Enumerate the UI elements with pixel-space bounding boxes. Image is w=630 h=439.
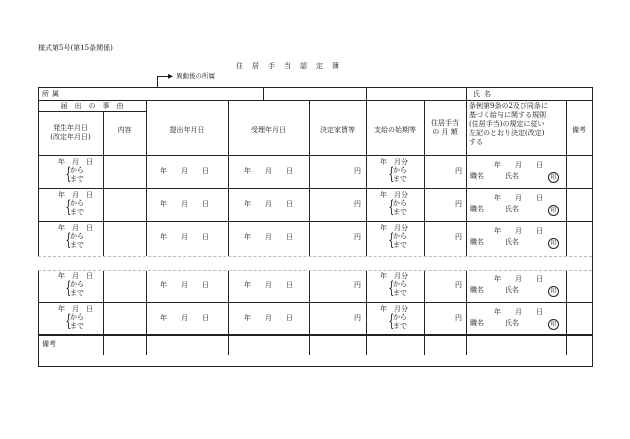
- row-line: [38, 335, 592, 336]
- occurrence-date-header: [38, 124, 103, 142]
- submission-date: 年 月 日: [160, 314, 209, 322]
- from-label: から: [393, 232, 407, 240]
- grid-line: [566, 100, 567, 355]
- brace-icon: {: [388, 278, 395, 298]
- from-label: から: [70, 313, 84, 321]
- seal-icon: 印: [548, 205, 559, 216]
- receipt-date: 年 月 日: [244, 281, 293, 289]
- certification-line-4: 左記のとおり決定(改定): [469, 129, 545, 137]
- person-name-label: 氏名: [505, 286, 519, 294]
- post-label: 職名: [470, 286, 484, 294]
- grid-line: [228, 100, 229, 355]
- brace-icon: {: [65, 197, 72, 217]
- omitted-rows-band: [38, 256, 592, 271]
- brace-icon: {: [388, 230, 395, 250]
- receipt-date: 年 月 日: [244, 200, 293, 208]
- from-label: から: [70, 280, 84, 288]
- certification-date: 年 月 日: [494, 161, 543, 169]
- brace-icon: {: [388, 311, 395, 331]
- grid-line: [263, 87, 264, 100]
- allowance-yen: 円: [455, 233, 462, 241]
- rent-yen: 円: [354, 200, 361, 208]
- grid-line: [366, 100, 367, 355]
- notification-reason-header: 届 出 の 事 由: [60, 102, 124, 110]
- post-label: 職名: [470, 205, 484, 213]
- remarks-header: 備考: [572, 126, 586, 134]
- rent-yen: 円: [354, 281, 361, 289]
- allowance-yen: 円: [455, 167, 462, 175]
- post-label: 職名: [470, 238, 484, 246]
- brace-icon: {: [388, 164, 395, 184]
- until-label: まで: [70, 241, 84, 249]
- rent-yen: 円: [354, 167, 361, 175]
- brace-icon: {: [65, 164, 72, 184]
- until-label: まで: [70, 289, 84, 297]
- name-label: 氏名: [473, 90, 495, 98]
- submission-date-header: 提出年月日: [169, 126, 205, 134]
- certification-line-1: 条例第9条の2及び同条に: [469, 102, 548, 110]
- allowance-yen: 円: [455, 314, 462, 322]
- certification-date: 年 月 日: [494, 194, 543, 202]
- payment-start-month: 年 月分: [380, 224, 408, 232]
- from-label: から: [70, 232, 84, 240]
- occurrence-date-label: 発生年月日: [53, 124, 88, 132]
- person-name-label: 氏名: [505, 172, 519, 180]
- submission-date: 年 月 日: [160, 233, 209, 241]
- grid-line: [366, 87, 367, 100]
- payment-start-month: 年 月分: [380, 191, 408, 199]
- brace-icon: {: [65, 230, 72, 250]
- allowance-yen: 円: [455, 281, 462, 289]
- from-label: から: [70, 166, 84, 174]
- from-label: から: [70, 199, 84, 207]
- brace-icon: {: [388, 197, 395, 217]
- until-label: まで: [70, 175, 84, 183]
- table-border-right: [592, 87, 593, 367]
- arrow-line-vertical: [157, 76, 158, 87]
- payment-start-month: 年 月分: [380, 305, 408, 313]
- certification-date: 年 月 日: [494, 308, 543, 316]
- from-label: から: [393, 313, 407, 321]
- until-label: まで: [393, 289, 407, 297]
- rent-yen: 円: [354, 314, 361, 322]
- payment-start-month: 年 月分: [380, 158, 408, 166]
- certification-line-2: 基づく給与に関する規則: [469, 111, 546, 119]
- certification-line-5: する: [469, 138, 483, 146]
- brace-icon: {: [65, 278, 72, 298]
- allowance-header: [424, 119, 466, 137]
- row-line: [38, 155, 592, 156]
- arrow-head-icon: ▶: [168, 72, 173, 80]
- allowance-label: 住居手当: [431, 119, 459, 127]
- revision-date-label: (改定年月日): [50, 133, 91, 141]
- certification-header: [469, 102, 548, 147]
- row-line: [38, 302, 592, 303]
- until-label: まで: [393, 241, 407, 249]
- post-label: 職名: [470, 319, 484, 327]
- grid-line: [309, 100, 310, 355]
- occurrence-date: 年 月 日: [58, 272, 93, 280]
- receipt-date-header: 受理年月日: [251, 126, 286, 134]
- receipt-date: 年 月 日: [244, 233, 293, 241]
- receipt-date: 年 月 日: [244, 314, 293, 322]
- row-line: [38, 221, 592, 222]
- seal-icon: 印: [548, 172, 559, 183]
- until-label: まで: [70, 322, 84, 330]
- submission-date: 年 月 日: [160, 281, 209, 289]
- from-label: から: [393, 280, 407, 288]
- occurrence-date: 年 月 日: [58, 191, 93, 199]
- grid-line: [424, 100, 425, 355]
- row-line: [38, 188, 592, 189]
- submission-date: 年 月 日: [160, 200, 209, 208]
- until-label: まで: [70, 208, 84, 216]
- from-label: から: [393, 199, 407, 207]
- table-border-bottom: [38, 366, 593, 367]
- arrow-label: 異動後の所属: [176, 72, 215, 80]
- grid-line: [103, 155, 104, 355]
- from-label: から: [393, 166, 407, 174]
- receipt-date: 年 月 日: [244, 167, 293, 175]
- grid-line: [466, 87, 467, 100]
- content-header: 内容: [117, 126, 132, 134]
- allowance-yen: 円: [455, 200, 462, 208]
- row-line: [38, 334, 592, 335]
- until-label: まで: [393, 322, 407, 330]
- seal-icon: 印: [548, 286, 559, 297]
- brace-icon: {: [65, 311, 72, 331]
- payment-start-month: 年 月分: [380, 272, 408, 280]
- grid-line: [466, 100, 467, 355]
- person-name-label: 氏名: [505, 238, 519, 246]
- certification-date: 年 月 日: [494, 275, 543, 283]
- until-label: まで: [393, 208, 407, 216]
- rent-header: 決定家賃等: [320, 126, 355, 134]
- person-name-label: 氏名: [505, 319, 519, 327]
- payment-start-header: 支給の始期等: [374, 126, 416, 134]
- certification-line-3: (住居手当)の規定に従い: [469, 120, 545, 128]
- certification-date: 年 月 日: [494, 227, 543, 235]
- rent-yen: 円: [354, 233, 361, 241]
- monthly-amount-label: の 月 額: [432, 128, 458, 136]
- form-number: 様式第5号(第15条関係): [38, 44, 113, 52]
- occurrence-date: 年 月 日: [58, 224, 93, 232]
- submission-date: 年 月 日: [160, 167, 209, 175]
- page-title: 住 居 手 当 認 定 簿: [236, 62, 340, 70]
- person-name-label: 氏名: [505, 205, 519, 213]
- grid-line: [146, 155, 147, 355]
- occurrence-date: 年 月 日: [58, 158, 93, 166]
- affiliation-label: 所属: [42, 90, 62, 98]
- table-border-top: [38, 87, 593, 88]
- until-label: まで: [393, 175, 407, 183]
- footer-remarks-label: 備考: [42, 340, 56, 348]
- reason-subheader-line: [38, 111, 146, 112]
- seal-icon: 印: [548, 238, 559, 249]
- seal-icon: 印: [548, 319, 559, 330]
- top-row-bottom: [38, 100, 592, 101]
- post-label: 職名: [470, 172, 484, 180]
- occurrence-date: 年 月 日: [58, 305, 93, 313]
